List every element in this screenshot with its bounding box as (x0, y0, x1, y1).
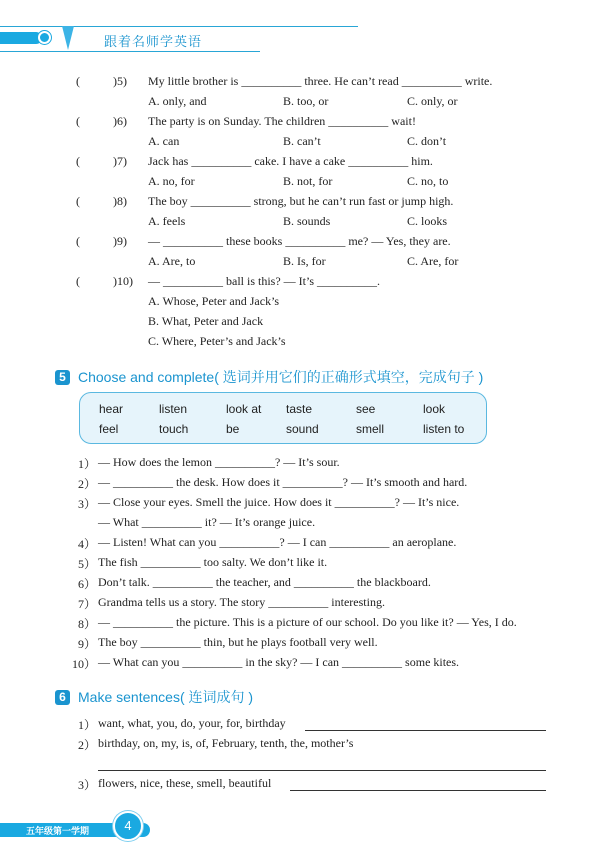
answer-paren[interactable]: ( (76, 74, 80, 88)
option[interactable]: C. Where, Peter’s and Jack’s (148, 334, 286, 348)
item-text: — Listen! What can you __________? — I can __________ an aeroplane. (98, 535, 457, 549)
word-bank-item: hear (99, 402, 124, 416)
item-number: 9） (77, 637, 96, 651)
item-text: — How does the lemon __________? — It’s sour. (98, 455, 340, 469)
options-row (0, 294, 609, 314)
item-number: 1） (77, 457, 96, 471)
item-number: 4） (77, 537, 96, 551)
options-row (0, 334, 609, 354)
option[interactable]: B. sounds (283, 214, 331, 228)
item-text: flowers, nice, these, smell, beautiful (98, 776, 272, 790)
word-bank-item: listen to (423, 422, 465, 436)
option[interactable]: A. feels (148, 214, 186, 228)
item-number: 2） (77, 738, 96, 752)
header-rule (0, 51, 260, 52)
item-text: — __________ the picture. This is a picture of our school. Do you like it? — Yes, I do. (98, 615, 517, 629)
answer-line[interactable] (290, 790, 546, 791)
item-text: The fish __________ too salty. We don’t like it. (98, 555, 328, 569)
options-row (0, 134, 609, 154)
answer-line[interactable] (305, 730, 546, 731)
option[interactable]: B. not, for (283, 174, 333, 188)
section-subtitle: ( 连词成句 ) (179, 689, 254, 705)
word-bank-item: touch (159, 422, 189, 436)
option[interactable]: C. no, to (407, 174, 449, 188)
question-text: — __________ ball is this? — It’s __________. (148, 274, 380, 288)
question-row (0, 74, 609, 94)
word-bank-item: see (356, 402, 376, 416)
item-text: Don’t talk. __________ the teacher, and __________ the blackboard. (98, 575, 431, 589)
word-bank-item: look (423, 402, 446, 416)
item-text: — What can you __________ in the sky? — I can __________ some kites. (98, 655, 460, 669)
section-5-heading (55, 367, 483, 387)
answer-paren[interactable]: ( (76, 194, 80, 208)
answer-paren[interactable]: ( (76, 274, 80, 288)
options-row (0, 94, 609, 114)
item-text: Grandma tells us a story. The story __________ interesting. (98, 595, 385, 609)
question-row (0, 234, 609, 254)
item-number: 2） (77, 477, 96, 491)
option[interactable]: A. Are, to (148, 254, 196, 268)
section-subtitle: ( 选词并用它们的正确形式填空，完成句子 ) (214, 369, 484, 385)
word-bank (79, 392, 487, 444)
item-number: 7） (77, 597, 96, 611)
item-number: 3） (77, 497, 96, 511)
item-number: 1） (77, 718, 96, 732)
option[interactable]: C. only, or (407, 94, 458, 108)
options-row (0, 174, 609, 194)
word-bank-item: be (226, 422, 240, 436)
option[interactable]: B. can’t (283, 134, 321, 148)
section-title: Make sentences (78, 689, 180, 705)
question-number: )6) (113, 114, 127, 128)
question-text: Jack has __________ cake. I have a cake __________ him. (148, 154, 433, 168)
word-bank-item: sound (286, 422, 319, 436)
header-decoration (0, 32, 42, 44)
footer-grade: 五年级第一学期 (26, 827, 90, 837)
question-number: )10) (113, 274, 133, 288)
header-triangle-icon (62, 26, 74, 50)
option[interactable]: C. don’t (407, 134, 447, 148)
question-number: )8) (113, 194, 127, 208)
item-text: — What __________ it? — It’s orange juice. (98, 515, 316, 529)
page-number: 4 (113, 811, 143, 841)
question-row (0, 154, 609, 174)
section-title: Choose and complete (78, 369, 215, 385)
header-title: 跟着名师学英语 (104, 35, 203, 50)
word-bank-item: smell (356, 422, 385, 436)
word-bank-item: taste (286, 402, 313, 416)
item-number: 10） (71, 657, 96, 671)
question-row (0, 114, 609, 134)
options-row (0, 254, 609, 274)
item-text: want, what, you, do, your, for, birthday (98, 716, 286, 730)
question-text: — __________ these books __________ me? — Yes, they are. (148, 234, 451, 248)
option[interactable]: A. Whose, Peter and Jack’s (148, 294, 280, 308)
question-text: My little brother is __________ three. He can’t read __________ write. (148, 74, 493, 88)
item-number: 6） (77, 577, 96, 591)
item-text: birthday, on, my, is, of, February, tenth, the, mother’s (98, 736, 354, 750)
question-text: The party is on Sunday. The children __________ wait! (148, 114, 416, 128)
section-number: 5 (55, 370, 70, 385)
item-number: 8） (77, 617, 96, 631)
option[interactable]: A. can (148, 134, 180, 148)
item-text: — __________ the desk. How does it __________? — It’s smooth and hard. (98, 475, 468, 489)
word-bank-item: look at (226, 402, 262, 416)
question-row (0, 194, 609, 214)
word-bank-item: listen (159, 402, 188, 416)
header-dot-icon (38, 31, 51, 44)
option[interactable]: B. What, Peter and Jack (148, 314, 264, 328)
option[interactable]: C. looks (407, 214, 448, 228)
option[interactable]: A. no, for (148, 174, 195, 188)
option[interactable]: A. only, and (148, 94, 207, 108)
option[interactable]: B. too, or (283, 94, 329, 108)
option[interactable]: B. Is, for (283, 254, 326, 268)
question-number: )7) (113, 154, 127, 168)
item-number: 3） (77, 778, 96, 792)
option[interactable]: C. Are, for (407, 254, 459, 268)
question-number: )5) (113, 74, 127, 88)
question-text: The boy __________ strong, but he can’t run fast or jump high. (148, 194, 454, 208)
item-text: — Close your eyes. Smell the juice. How does it __________? — It’s nice. (98, 495, 460, 509)
answer-paren[interactable]: ( (76, 234, 80, 248)
section-6-heading (55, 687, 253, 707)
item-text: The boy __________ thin, but he plays football very well. (98, 635, 378, 649)
word-bank-item: feel (99, 422, 119, 436)
options-row (0, 214, 609, 234)
options-row (0, 314, 609, 334)
item-number: 5） (77, 557, 96, 571)
answer-line[interactable] (98, 770, 546, 771)
answer-paren[interactable]: ( (76, 154, 80, 168)
answer-paren[interactable]: ( (76, 114, 80, 128)
section-number: 6 (55, 690, 70, 705)
question-row (0, 274, 609, 294)
question-number: )9) (113, 234, 127, 248)
header-rule (0, 26, 358, 27)
